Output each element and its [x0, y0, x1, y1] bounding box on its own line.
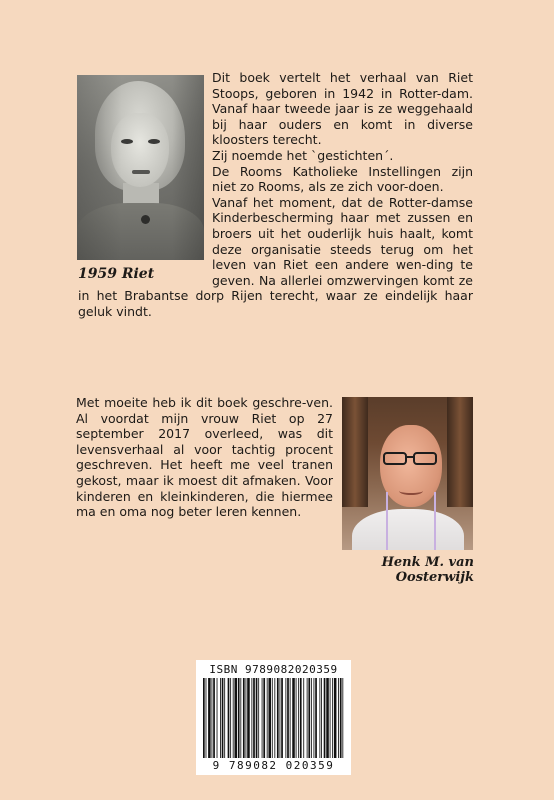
intro-paragraph-4: Vanaf het moment, dat de Rotter-damse Kinderbescherming haar met zussen en broers uit het ouderlijk huis haalt, komt deze organisatie steeds terug om het leven van Riet een andere wen-ding te geven. Na allerlei omzwervingen komt ze in het Brabantse dorp Rijen terecht, waar ze eindelijk haar geluk vindt. — [78, 194, 473, 319]
barcode-bar — [303, 678, 304, 758]
barcode-bar — [222, 678, 224, 758]
barcode-bar — [280, 678, 281, 758]
barcode-bar — [326, 678, 329, 758]
barcode-bar — [340, 678, 342, 758]
barcode-bar — [208, 678, 211, 758]
barcode-bar — [324, 678, 326, 758]
barcode-bar — [224, 678, 225, 758]
barcode-bar — [314, 678, 315, 758]
author-name: Henk M. van Oosterwijk — [381, 555, 474, 585]
barcode-bar — [290, 678, 291, 758]
barcode-bar — [334, 678, 337, 758]
barcode-bar — [332, 678, 333, 758]
barcode-bar — [338, 678, 339, 758]
barcode-bar — [296, 678, 297, 758]
barcode-bar — [213, 678, 215, 758]
barcode-bar — [268, 678, 271, 758]
barcode-bar — [272, 678, 273, 758]
barcode-bar — [298, 678, 299, 758]
intro-paragraph-2: Zij noemde het `gestichten´. — [212, 147, 394, 163]
isbn-label: ISBN 9789082020359 — [209, 663, 338, 676]
barcode-bar — [342, 678, 343, 758]
barcode-bar — [230, 678, 231, 758]
barcode-bar — [262, 678, 263, 758]
barcode-digits: 9 789082 020359 — [212, 759, 335, 772]
intro-text — [78, 70, 473, 320]
barcode-bar — [277, 678, 279, 758]
barcode-bar — [253, 678, 255, 758]
barcode-bar — [292, 678, 295, 758]
barcode-bar — [267, 678, 268, 758]
barcode-bar — [274, 678, 275, 758]
barcode-bar — [311, 678, 312, 758]
barcode-bar — [212, 678, 213, 758]
barcode-bar — [240, 678, 241, 758]
barcode-bars — [203, 678, 344, 758]
barcode-bar — [281, 678, 283, 758]
barcode-bar — [256, 678, 258, 758]
barcode-bar — [258, 678, 259, 758]
intro-paragraph-3: De Rooms Katholieke Instellingen zijn niet zo Rooms, als ze zich voor-doen. — [212, 163, 473, 195]
barcode-bar — [217, 678, 218, 758]
barcode-bar — [287, 678, 289, 758]
barcode-bar — [203, 678, 205, 758]
photo-caption: 1959 Riet — [78, 266, 155, 282]
barcode-bar — [300, 678, 302, 758]
barcode-bar — [321, 678, 322, 758]
author-note-text: Met moeite heb ik dit boek geschre-ven. Al voordat mijn vrouw Riet op 27 september 2017 overleed, was dit levensverhaal al voor tachtig procent geschreven. Het heeft me veel tranen gekost, maar ik moest dit afmaken. Voor kinderen en kleinkinderen, die hiermee ma en oma nog beter leren kennen. — [76, 395, 333, 520]
barcode-bar — [238, 678, 240, 758]
barcode-bar — [330, 678, 331, 758]
author-photo — [342, 397, 473, 550]
barcode-bar — [285, 678, 286, 758]
barcode-bar — [315, 678, 317, 758]
barcode-bar — [220, 678, 221, 758]
barcode-bar — [234, 678, 237, 758]
isbn-barcode — [196, 660, 351, 775]
intro-paragraph-1: Dit boek vertelt het verhaal van Riet Stoops, geboren in 1942 in Rotter-dam. Vanaf haar tweede jaar is ze weggehaald bij haar ouders en komt in diverse kloosters terecht. — [212, 70, 473, 148]
barcode-bar — [263, 678, 265, 758]
barcode-bar — [246, 678, 247, 758]
barcode-bar — [247, 678, 250, 758]
barcode-bar — [251, 678, 252, 758]
barcode-bar — [233, 678, 234, 758]
barcode-bar — [308, 678, 310, 758]
barcode-bar — [228, 678, 230, 758]
barcode-bar — [243, 678, 245, 758]
barcode-bar — [307, 678, 308, 758]
barcode-bar — [319, 678, 320, 758]
barcode-bar — [206, 678, 207, 758]
